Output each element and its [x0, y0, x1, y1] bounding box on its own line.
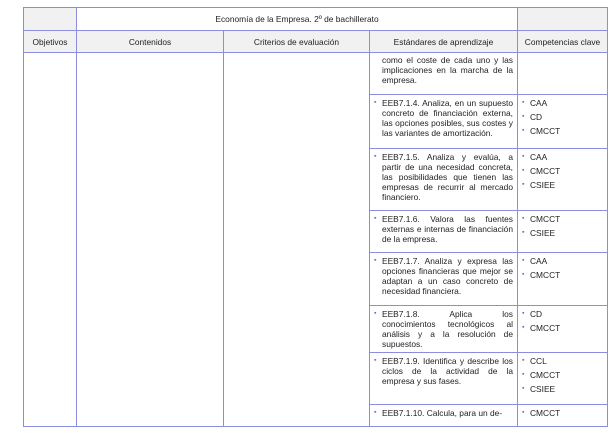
curriculum-table [23, 7, 608, 427]
standard-text: ▪ EEB7.1.9. Identifica y describe los ciclos de la actividad de la empresa y sus fases. [374, 356, 513, 386]
competencies-cell [518, 306, 608, 353]
standard-cell [370, 306, 518, 353]
standard-text: ▪ EEB7.1.5. Analiza y evalúa, a partir de una necesidad concreta, las posibilidades que tienen las empresas de recurrir al mercado financiero. [374, 152, 513, 202]
standard-cell [370, 211, 518, 253]
competency-item: ▪ CAA [522, 256, 603, 266]
competency-item: ▪ CMCCT [522, 166, 603, 176]
competencies-cell [518, 149, 608, 211]
competency-item: ▪ CSIEE [522, 228, 603, 238]
competency-item: ▪ CMCCT [522, 408, 603, 418]
competencies-cell [518, 405, 608, 427]
competency-item: ▪ CMCCT [522, 126, 603, 136]
competency-item: ▪ CAA [522, 98, 603, 108]
col-header-contenidos: Contenidos [77, 31, 224, 53]
standard-text: ▪ EEB7.1.7. Analiza y expresa las opciones financieras que mejor se adaptan a un caso concreto de necesidad financiera. [374, 256, 513, 296]
contenidos-cell [77, 53, 224, 427]
standard-cell [370, 95, 518, 149]
competency-item: ▪ CD [522, 309, 603, 319]
standard-cell [370, 353, 518, 405]
standard-text: ▪ EEB7.1.8. Aplica los conocimientos tecnológicos al análisis y a la resolución de supuestos. [374, 309, 513, 349]
col-header-competencias: Competencias clave [518, 31, 608, 53]
header-corner-cell [24, 8, 77, 31]
standard-text: ▪ EEB7.1.6. Valora las fuentes externas e internas de financiación de la empresa. [374, 214, 513, 244]
criterios-cell [224, 53, 370, 427]
competencies-cell [518, 211, 608, 253]
competency-item: ▪ CMCCT [522, 270, 603, 280]
competency-item: ▪ CD [522, 112, 603, 122]
standard-text: como el coste de cada uno y las implicaciones en la marcha de la empresa. [382, 55, 513, 85]
standard-cell [370, 149, 518, 211]
competency-item: ▪ CMCCT [522, 323, 603, 333]
competencies-cell [518, 53, 608, 95]
competency-item: ▪ CSIEE [522, 180, 603, 190]
standard-text: ▪ EEB7.1.4. Analiza, en un supuesto concreto de financiación externa, las opciones posibles, sus costes y las variantes de amortización. [374, 98, 513, 138]
objetivos-cell [24, 53, 77, 427]
competency-item: ▪ CCL [522, 356, 603, 366]
competency-item: ▪ CMCCT [522, 370, 603, 380]
col-header-objetivos: Objetivos [24, 31, 77, 53]
table-title: Economía de la Empresa. 2º de bachillerato [77, 8, 518, 31]
col-header-criterios: Criterios de evaluación [224, 31, 370, 53]
competency-item: ▪ CMCCT [522, 214, 603, 224]
standard-cell [370, 53, 518, 95]
standard-cell [370, 253, 518, 306]
competencies-cell [518, 353, 608, 405]
standard-cell [370, 405, 518, 427]
header-corner-cell-right [518, 8, 608, 31]
standard-text: ▪ EEB7.1.10. Calcula, para un de- [374, 408, 513, 420]
competencies-cell [518, 253, 608, 306]
col-header-estandares: Estándares de aprendizaje [370, 31, 518, 53]
competency-item: ▪ CSIEE [522, 384, 603, 394]
competencies-cell [518, 95, 608, 149]
competency-item: ▪ CAA [522, 152, 603, 162]
